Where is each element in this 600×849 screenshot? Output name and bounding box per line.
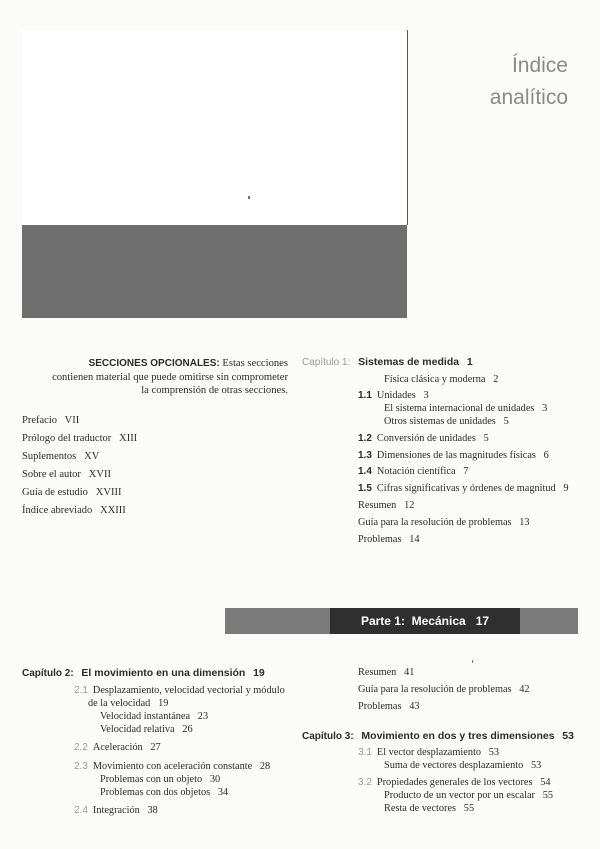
toc-entry[interactable]: Suma de vectores desplazamiento 53: [384, 760, 542, 771]
toc-entry[interactable]: Guía para la resolución de problemas 13: [358, 517, 530, 528]
toc-entry[interactable]: 1.4 Notación científica 7: [358, 466, 469, 477]
toc-entry[interactable]: Velocidad relativa 26: [100, 724, 193, 735]
toc-entry[interactable]: Resumen 41: [358, 667, 415, 678]
toc-entry[interactable]: 2.2 Aceleración 27: [74, 742, 161, 753]
toc-entry[interactable]: Velocidad instantánea 23: [100, 711, 209, 722]
optional-sections-note: [48, 357, 288, 398]
toc-entry[interactable]: 1.3 Dimensiones de las magnitudes físicas 6: [358, 450, 549, 461]
toc-entry[interactable]: Resta de vectores 55: [384, 803, 475, 814]
speck: [248, 196, 250, 199]
page-title-line2: analítico: [489, 86, 568, 109]
chapter-2-heading[interactable]: Capítulo 2: El movimiento en una dimensión 19: [22, 667, 265, 679]
chapter-1-heading[interactable]: Capítulo 1: Sistemas de medida 1: [302, 356, 473, 368]
front-matter-item[interactable]: Guía de estudio XVIII: [22, 487, 122, 498]
front-matter-item[interactable]: Prólogo del traductor XIII: [22, 433, 138, 444]
header-gray-band: [22, 225, 407, 318]
toc-entry[interactable]: 3.2 Propiedades generales de los vectores 54: [358, 777, 551, 788]
toc-entry[interactable]: Guía para la resolución de problemas 42: [358, 684, 530, 695]
toc-entry[interactable]: 2.1 Desplazamiento, velocidad vectorial y módulo: [74, 685, 285, 696]
chapter-3-heading[interactable]: Capítulo 3: Movimiento en dos y tres dimensiones 53: [302, 730, 574, 742]
toc-entry[interactable]: Producto de un vector por un escalar 55: [384, 790, 554, 801]
toc-entry[interactable]: 2.4 Integración 38: [74, 805, 158, 816]
toc-entry[interactable]: Problemas con un objeto 30: [100, 774, 221, 785]
speck: [472, 660, 473, 663]
header-white-block: [22, 30, 408, 225]
toc-entry[interactable]: Problemas con dos objetos 34: [100, 787, 229, 798]
toc-entry[interactable]: 1.5 Cifras significativas y órdenes de magnitud 9: [358, 483, 569, 494]
front-matter-item[interactable]: Suplementos XV: [22, 451, 100, 462]
front-matter-item[interactable]: Índice abreviado XXIII: [22, 505, 126, 516]
toc-entry[interactable]: Física clásica y moderna 2: [384, 374, 499, 385]
front-matter-item[interactable]: Prefacio VII: [22, 415, 80, 426]
optional-note-text: Estas secciones contienen material que puede omitirse sin comprometer la comprensión de otras secciones.: [52, 358, 288, 396]
part-1-heading[interactable]: Parte 1: Mecánica 17: [330, 608, 520, 634]
toc-entry[interactable]: Otros sistemas de unidades 5: [384, 416, 509, 427]
toc-entry[interactable]: 2.3 Movimiento con aceleración constante 28: [74, 761, 271, 772]
toc-entry[interactable]: Resumen 12: [358, 500, 415, 511]
toc-entry[interactable]: Problemas 43: [358, 701, 420, 712]
optional-note-bold: SECCIONES OPCIONALES:: [88, 358, 220, 369]
toc-entry[interactable]: de la velocidad 19: [88, 698, 169, 709]
front-matter-item[interactable]: Sobre el autor XVII: [22, 469, 111, 480]
toc-entry[interactable]: 3.1 El vector desplazamiento 53: [358, 747, 500, 758]
page-title-line1: Índice: [511, 54, 568, 77]
toc-entry[interactable]: El sistema internacional de unidades 3: [384, 403, 548, 414]
toc-entry[interactable]: 1.1 Unidades 3: [358, 390, 429, 401]
toc-entry[interactable]: 1.2 Conversión de unidades 5: [358, 433, 489, 444]
toc-entry[interactable]: Problemas 14: [358, 534, 420, 545]
